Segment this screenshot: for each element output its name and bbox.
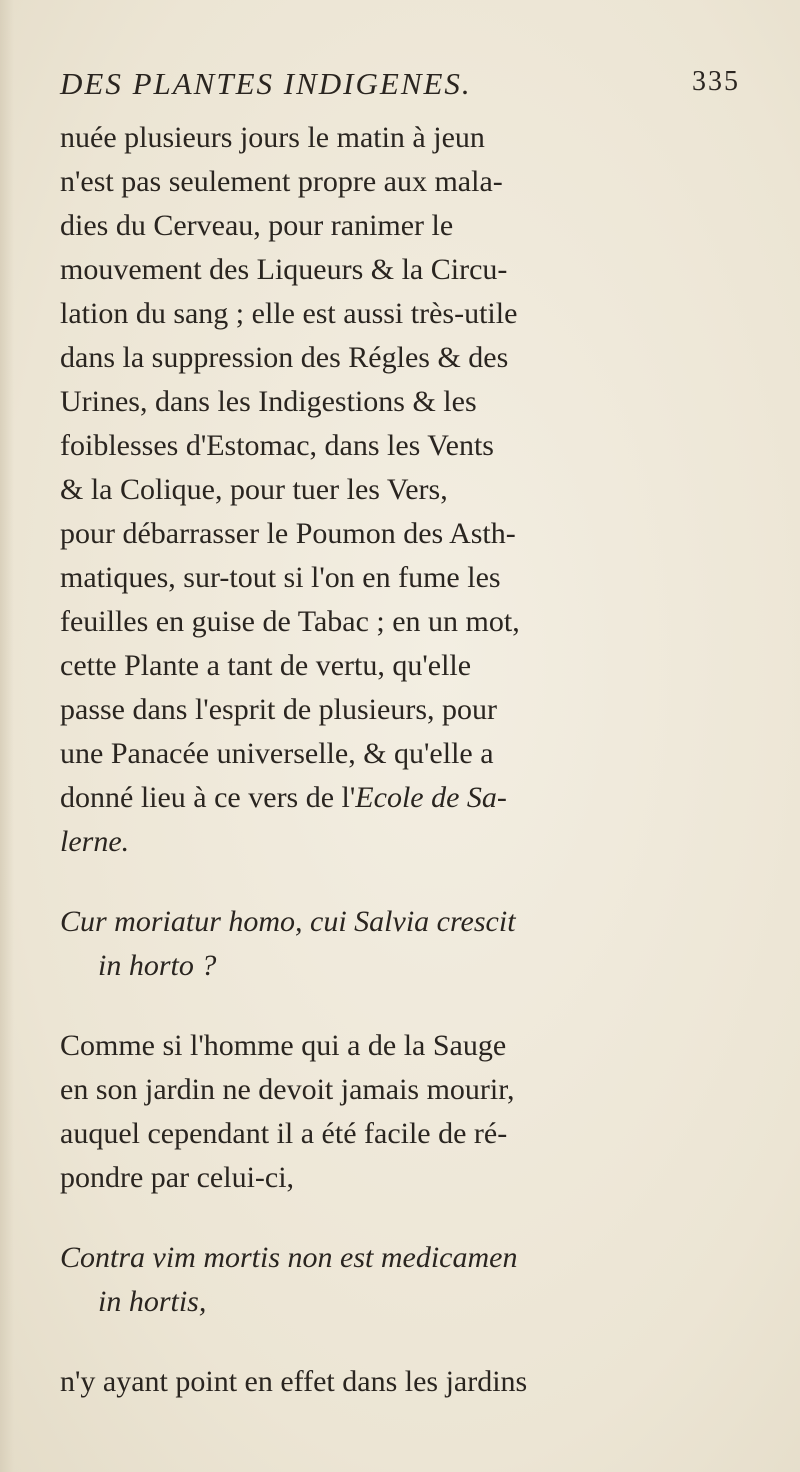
- text-line: [60, 778, 507, 818]
- text-line: feuilles en guise de Tabac ; en un mot,: [60, 605, 520, 638]
- running-header: [60, 66, 740, 106]
- text-line: dies du Cerveau, pour ranimer le: [60, 209, 454, 242]
- page-number: 335: [692, 66, 740, 97]
- text-line: cette Plante a tant de vertu, qu'elle: [60, 649, 472, 682]
- text-line: nuée plusieurs jours le matin à jeun: [60, 121, 485, 154]
- text-line: dans la suppression des Régles & des: [60, 341, 509, 374]
- page-gutter-shadow: [0, 0, 14, 1472]
- latin-verse-line: Cur moriatur homo, cui Salvia crescit: [60, 905, 516, 938]
- text-line: n'y ayant point en effet dans les jardins: [60, 1365, 528, 1398]
- text-line: & la Colique, pour tuer les Vers,: [60, 473, 448, 506]
- school-name: Ecole de Sa-: [355, 781, 507, 814]
- text-line: auquel cependant il a été facile de ré-: [60, 1117, 508, 1150]
- text-line: mouvement des Liqueurs & la Circu-: [60, 253, 508, 286]
- text-line: passe dans l'esprit de plusieurs, pour: [60, 693, 497, 726]
- running-title: DES PLANTES INDIGENES.: [60, 66, 472, 101]
- latin-verse-line: in hortis,: [98, 1285, 207, 1318]
- text-line: en son jardin ne devoit jamais mourir,: [60, 1073, 515, 1106]
- text-line: pour débarrasser le Poumon des Asth-: [60, 517, 516, 550]
- text-line-prefix: donné lieu à ce vers de l': [60, 781, 356, 814]
- text-line: n'est pas seulement propre aux mala-: [60, 165, 503, 198]
- text-line: Comme si l'homme qui a de la Sauge: [60, 1029, 507, 1062]
- text-line: Urines, dans les Indigestions & les: [60, 385, 477, 418]
- text-line: foiblesses d'Estomac, dans les Vents: [60, 429, 494, 462]
- latin-verse-line: Contra vim mortis non est medicamen: [60, 1241, 518, 1274]
- school-name-continued: lerne.: [60, 825, 130, 858]
- text-line: lation du sang ; elle est aussi très-utile: [60, 297, 518, 330]
- latin-verse-line: in horto ?: [98, 949, 217, 982]
- text-line: pondre par celui-ci,: [60, 1161, 295, 1194]
- text-line: une Panacée universelle, & qu'elle a: [60, 737, 494, 770]
- text-line: matiques, sur-tout si l'on en fume les: [60, 561, 501, 594]
